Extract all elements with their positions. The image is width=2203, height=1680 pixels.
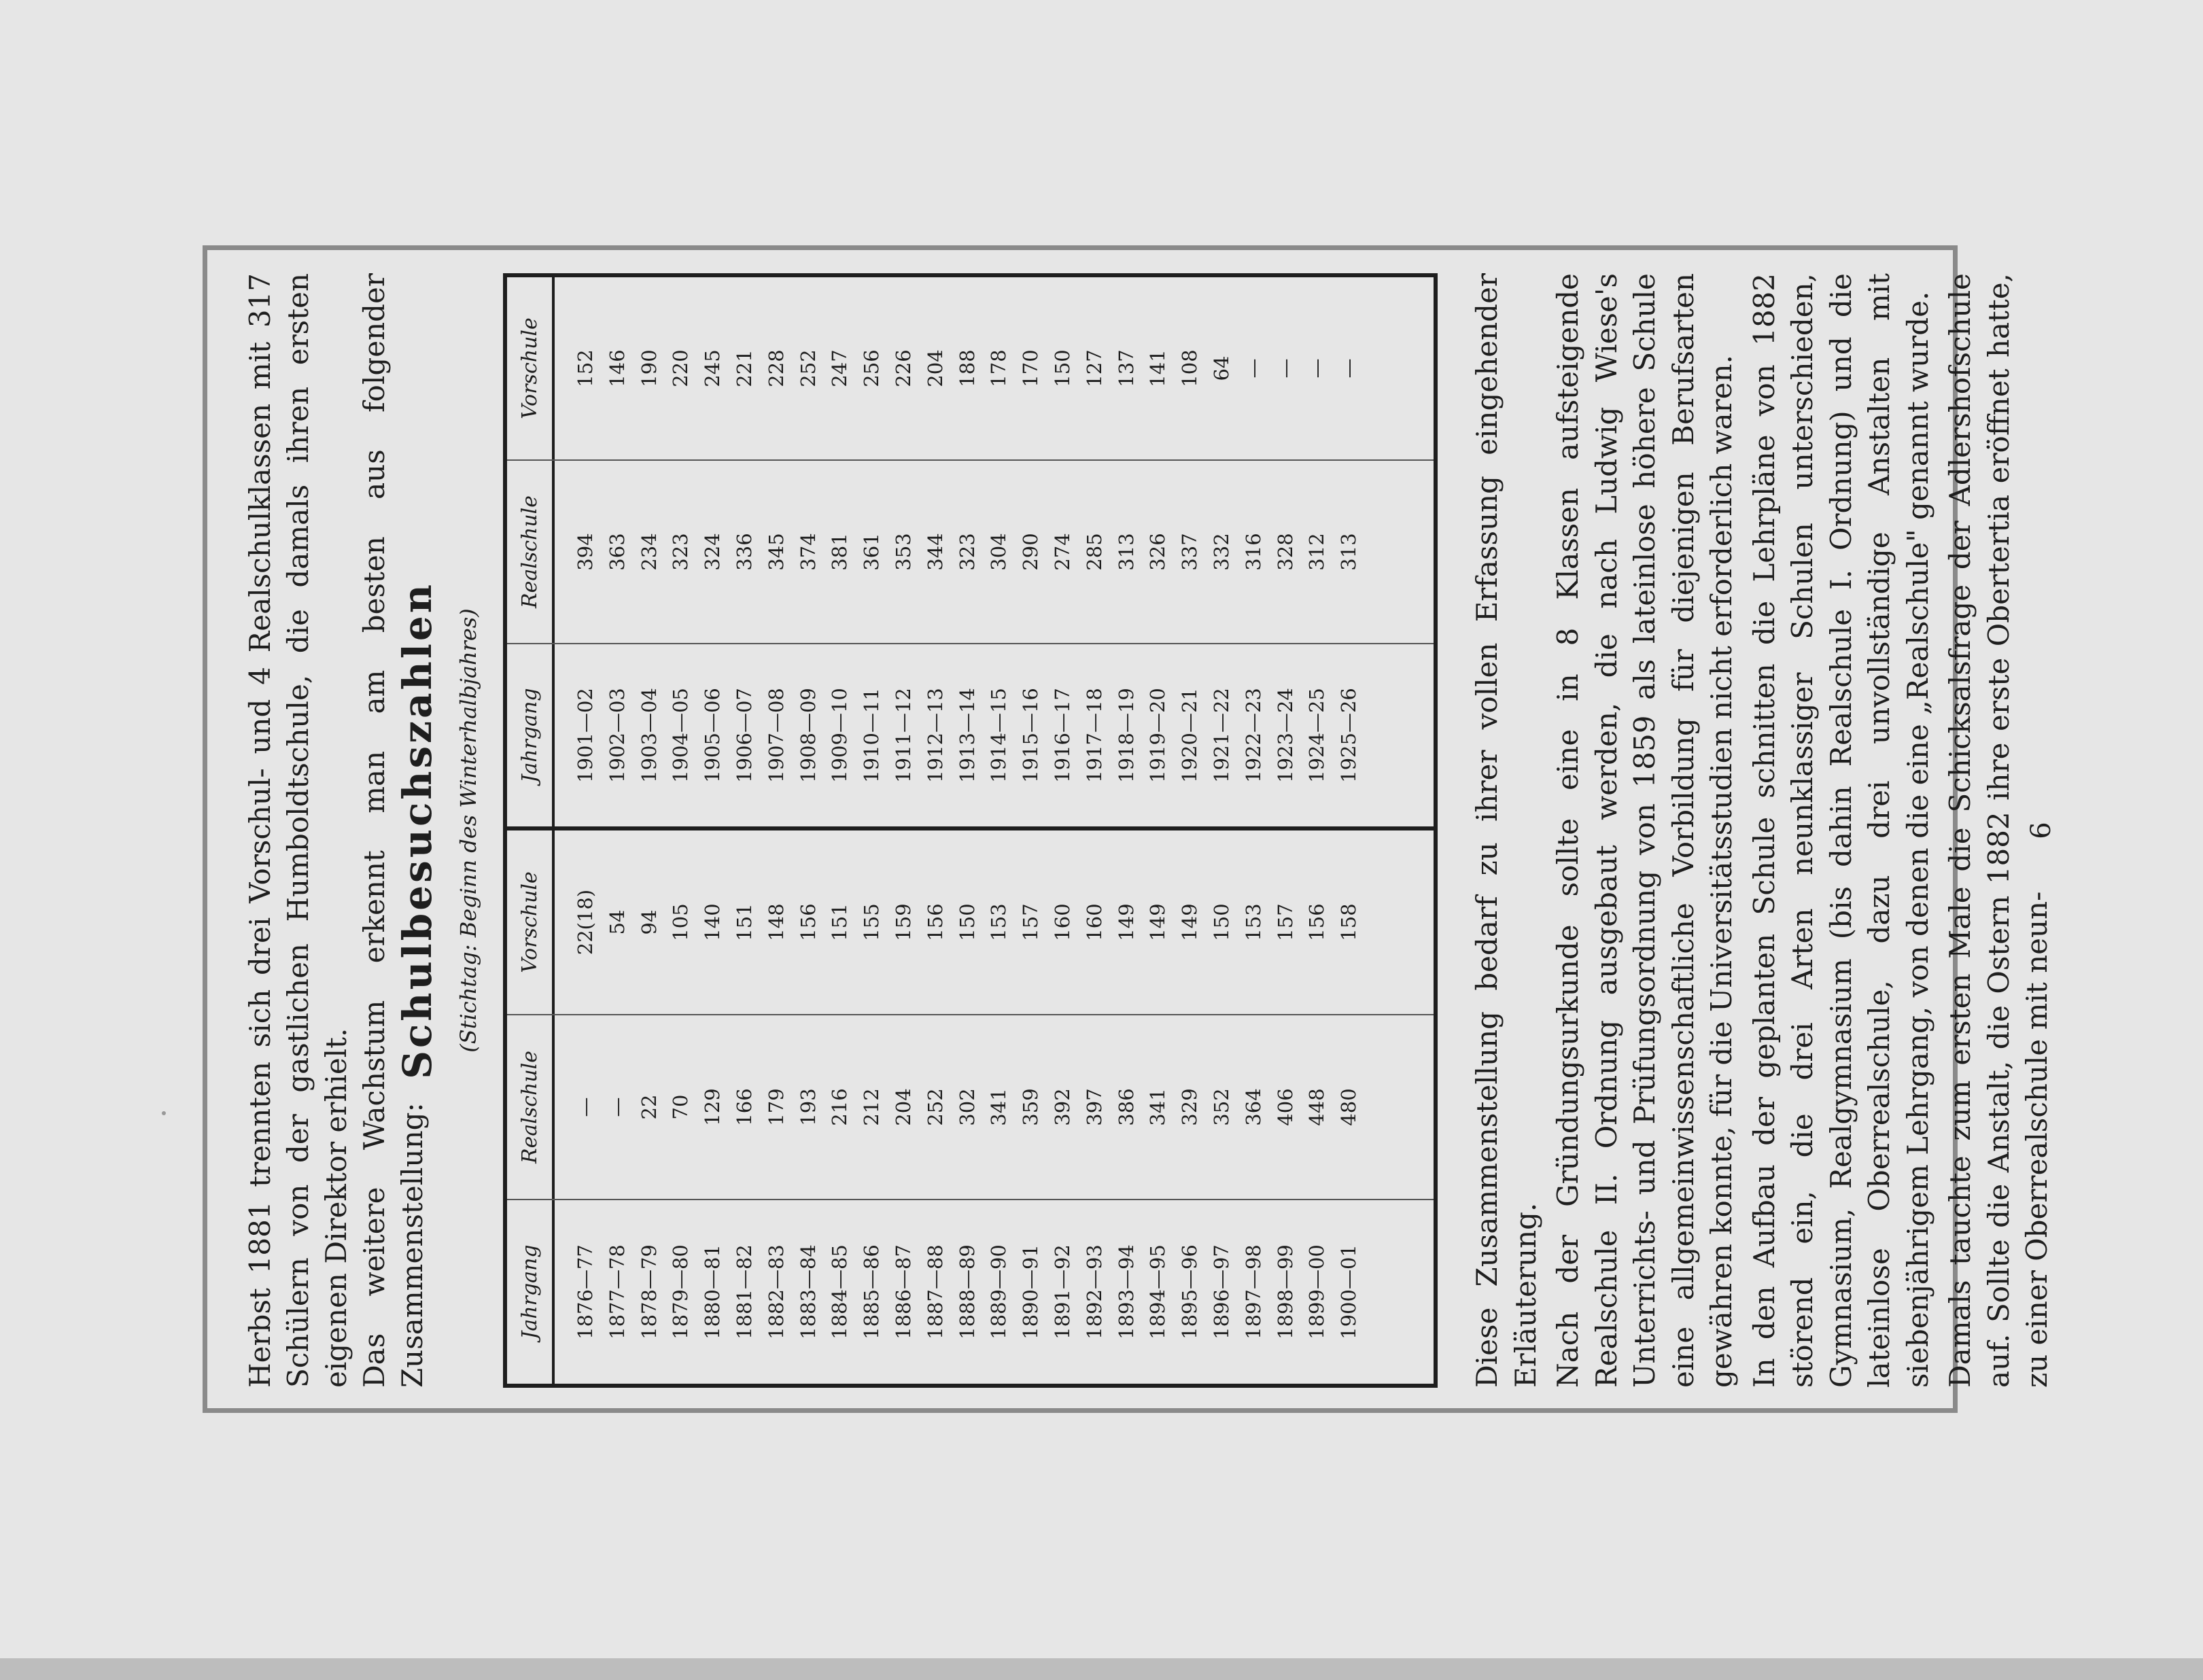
cell-jahrgang: 1911—12 xyxy=(891,688,915,783)
cell-realschule: 323 xyxy=(955,533,979,571)
cell-vorschule: 108 xyxy=(1178,349,1202,387)
cell-vorschule: 228 xyxy=(764,349,788,387)
enrollment-table xyxy=(503,273,1438,1388)
cell-realschule: 316 xyxy=(1241,533,1265,571)
cell-vorschule: 94 xyxy=(637,909,661,935)
cell-realschule: 361 xyxy=(860,533,884,571)
cell-jahrgang: 1897—98 xyxy=(1241,1244,1265,1340)
cell-vorschule: — xyxy=(1337,358,1361,379)
col-vorschule-left xyxy=(507,830,1434,1015)
cell-jahrgang: 1901—02 xyxy=(574,688,597,783)
table-subtitle: (Stichtag: Beginn des Winterhalbjahres) xyxy=(455,608,481,1053)
cell-jahrgang: 1909—10 xyxy=(828,688,852,783)
cell-vorschule: 155 xyxy=(860,903,884,941)
cell-vorschule: 151 xyxy=(732,903,756,941)
cell-jahrgang: 1886—87 xyxy=(891,1244,915,1340)
cell-jahrgang: 1898—99 xyxy=(1273,1244,1297,1340)
cell-realschule: 212 xyxy=(860,1088,884,1126)
cell-jahrgang: 1884—85 xyxy=(828,1244,852,1340)
cell-realschule: 329 xyxy=(1178,1088,1202,1126)
cell-vorschule: 247 xyxy=(828,349,852,387)
cell-jahrgang: 1906—07 xyxy=(732,688,756,783)
cell-jahrgang: 1892—93 xyxy=(1082,1244,1106,1340)
cell-vorschule: 156 xyxy=(923,903,947,941)
cell-jahrgang: 1917—18 xyxy=(1082,688,1106,783)
cell-realschule: 313 xyxy=(1337,533,1361,571)
cell-vorschule: 140 xyxy=(701,903,725,941)
cell-realschule: 328 xyxy=(1273,533,1297,571)
cell-vorschule: 151 xyxy=(828,903,852,941)
cell-vorschule: 150 xyxy=(1209,903,1233,941)
cell-jahrgang: 1891—92 xyxy=(1050,1244,1074,1340)
cell-vorschule: 188 xyxy=(955,349,979,387)
cell-jahrgang: 1920—21 xyxy=(1178,688,1202,783)
cell-realschule: 70 xyxy=(669,1094,693,1120)
cell-jahrgang: 1903—04 xyxy=(637,688,661,783)
cell-realschule: 193 xyxy=(796,1088,820,1126)
body-paragraph: In den Aufbau der geplanten Schule schnitten die Lehrpläne von 1882 störend ein, die drei Arten neunklassiger Schulen unterschieden, Gymnasium, Realgymnasium (bis dahin Realschule I. Ordnung) und die lateinlose Oberrealschule, dazu drei unvollständige Anstalten mit siebenjährigem Lehrgang, von denen die eine „Realschule" genannt wurde. xyxy=(1747,273,1935,1388)
cell-jahrgang: 1878—79 xyxy=(637,1244,661,1340)
cell-jahrgang: 1880—81 xyxy=(701,1244,725,1340)
cell-realschule: 359 xyxy=(1019,1088,1043,1126)
cell-realschule: 397 xyxy=(1082,1088,1106,1126)
cell-jahrgang: 1921—22 xyxy=(1209,688,1233,783)
body-paragraph: Diese Zusammenstellung bedarf zu ihrer vollen Erfassung eingehender Erläuterung. xyxy=(1470,273,1542,1388)
cell-realschule: 332 xyxy=(1209,533,1233,571)
cell-jahrgang: 1887—88 xyxy=(923,1244,947,1340)
cell-jahrgang: 1925—26 xyxy=(1337,688,1361,783)
cell-jahrgang: 1890—91 xyxy=(1019,1244,1043,1340)
cell-vorschule: 22(18) xyxy=(574,889,597,956)
cell-jahrgang: 1904—05 xyxy=(669,688,693,783)
cell-vorschule: 256 xyxy=(860,349,884,387)
header-jahrgang: Jahrgang xyxy=(507,644,555,826)
cell-realschule: 252 xyxy=(923,1088,947,1126)
cell-realschule: 313 xyxy=(1114,533,1138,571)
cell-vorschule: 54 xyxy=(605,909,629,935)
cell-realschule: 324 xyxy=(701,533,725,571)
cell-vorschule: 149 xyxy=(1146,903,1170,941)
cell-realschule: 304 xyxy=(987,533,1011,571)
cell-vorschule: 204 xyxy=(923,349,947,387)
cell-jahrgang: 1916—17 xyxy=(1050,688,1074,783)
col-realschule-left xyxy=(507,1015,1434,1200)
col-jahrgang-left xyxy=(507,1200,1434,1384)
cell-jahrgang: 1885—86 xyxy=(860,1244,884,1340)
cell-vorschule: 226 xyxy=(891,349,915,387)
cell-jahrgang: 1893—94 xyxy=(1114,1244,1138,1340)
cell-vorschule: 158 xyxy=(1337,903,1361,941)
cell-jahrgang: 1914—15 xyxy=(987,688,1011,783)
cell-jahrgang: 1883—84 xyxy=(796,1244,820,1340)
header-vorschule: Vorschule xyxy=(507,830,555,1014)
cell-jahrgang: 1924—25 xyxy=(1305,688,1329,783)
header-vorschule: Vorschule xyxy=(507,277,555,459)
cell-vorschule: 64 xyxy=(1209,355,1233,381)
cell-jahrgang: 1907—08 xyxy=(764,688,788,783)
cell-realschule: 285 xyxy=(1082,533,1106,571)
cell-jahrgang: 1899—00 xyxy=(1305,1244,1329,1340)
col-realschule-right xyxy=(507,461,1434,644)
page-number: 6 xyxy=(2026,822,2057,839)
cell-realschule: 381 xyxy=(828,533,852,571)
cell-vorschule: 156 xyxy=(1305,903,1329,941)
cell-realschule: 204 xyxy=(891,1088,915,1126)
cell-realschule: — xyxy=(574,1097,597,1117)
cell-realschule: 341 xyxy=(1146,1088,1170,1126)
header-realschule: Realschule xyxy=(507,461,555,643)
body-text xyxy=(1468,273,2061,1388)
body-paragraph: Damals tauchte zum ersten Male die Schicksalsfrage der Adlershofschule auf. Sollte die Anstalt, die Ostern 1882 ihre erste Obertertia eröffnet hatte, zu einer Oberrealschule mit neun- xyxy=(1943,273,2053,1388)
cell-jahrgang: 1919—20 xyxy=(1146,688,1170,783)
cell-vorschule: 150 xyxy=(955,903,979,941)
cell-jahrgang: 1918—19 xyxy=(1114,688,1138,783)
cell-jahrgang: 1922—23 xyxy=(1241,688,1265,783)
cell-jahrgang: 1894—95 xyxy=(1146,1244,1170,1340)
table-right-half xyxy=(507,277,1434,830)
cell-vorschule: — xyxy=(1241,358,1265,379)
cell-vorschule: 153 xyxy=(987,903,1011,941)
cell-realschule: 394 xyxy=(574,533,597,571)
cell-vorschule: 160 xyxy=(1082,903,1106,941)
table-left-half xyxy=(507,830,1434,1384)
cell-realschule: 374 xyxy=(796,533,820,571)
cell-jahrgang: 1913—14 xyxy=(955,688,979,783)
cell-realschule: 480 xyxy=(1337,1088,1361,1126)
cell-vorschule: 149 xyxy=(1178,903,1202,941)
cell-realschule: 234 xyxy=(637,533,661,571)
cell-jahrgang: 1888—89 xyxy=(955,1244,979,1340)
cell-realschule: 352 xyxy=(1209,1088,1233,1126)
cell-realschule: 129 xyxy=(701,1088,725,1126)
cell-realschule: 216 xyxy=(828,1088,852,1126)
cell-realschule: 353 xyxy=(891,533,915,571)
cell-vorschule: 148 xyxy=(764,903,788,941)
cell-vorschule: 149 xyxy=(1114,903,1138,941)
cell-vorschule: — xyxy=(1273,358,1297,379)
cell-vorschule: 105 xyxy=(669,903,693,941)
table-title: Schulbesuchszahlen xyxy=(394,582,440,1079)
cell-vorschule: 252 xyxy=(796,349,820,387)
cell-realschule: 344 xyxy=(923,533,947,571)
cell-realschule: 326 xyxy=(1146,533,1170,571)
cell-vorschule: 159 xyxy=(891,903,915,941)
cell-vorschule: 141 xyxy=(1146,349,1170,387)
cell-vorschule: 153 xyxy=(1241,903,1265,941)
cell-realschule: 363 xyxy=(605,533,629,571)
cell-vorschule: 170 xyxy=(1019,349,1043,387)
cell-jahrgang: 1896—97 xyxy=(1209,1244,1233,1340)
intro-line-1: Herbst 1881 trennten sich drei Vorschul- und 4 Realschulklassen mit 317 Schülern von der gastlichen Humboldtschule, die damals ihren ersten eigenen Direktor erhielt. xyxy=(243,273,353,1388)
cell-vorschule: 160 xyxy=(1050,903,1074,941)
cell-realschule: 406 xyxy=(1273,1088,1297,1126)
cell-realschule: 323 xyxy=(669,533,693,571)
cell-realschule: 290 xyxy=(1019,533,1043,571)
cell-vorschule: 178 xyxy=(987,349,1011,387)
cell-realschule: 341 xyxy=(987,1088,1011,1126)
cell-jahrgang: 1895—96 xyxy=(1178,1244,1202,1340)
cell-realschule: 302 xyxy=(955,1088,979,1126)
cell-vorschule: 156 xyxy=(796,903,820,941)
cell-vorschule: 152 xyxy=(574,349,597,387)
body-paragraph: Nach der Gründungsurkunde sollte eine in 8 Klassen aufsteigende Realschule II. Ordnung ausgebaut werden, die nach Ludwig Wiese's Unterrichts- und Prüfungsordnung von 1859 als lateinlose höhere Schule eine allgemeinwissenschaftliche Vorbildung für diejenigen Berufsarten gewähren konnte, für die Universitätsstudien nicht erforderlich waren. xyxy=(1551,273,1738,1388)
cell-realschule: 274 xyxy=(1050,533,1074,571)
cell-realschule: 337 xyxy=(1178,533,1202,571)
cell-vorschule: 137 xyxy=(1114,349,1138,387)
col-vorschule-right xyxy=(507,277,1434,461)
cell-jahrgang: 1923—24 xyxy=(1273,688,1297,783)
cell-jahrgang: 1889—90 xyxy=(987,1244,1011,1340)
cell-jahrgang: 1908—09 xyxy=(796,688,820,783)
cell-realschule: 448 xyxy=(1305,1088,1329,1126)
cell-realschule: 386 xyxy=(1114,1088,1138,1126)
cell-realschule: — xyxy=(605,1097,629,1117)
cell-realschule: 392 xyxy=(1050,1088,1074,1126)
cell-jahrgang: 1879—80 xyxy=(669,1244,693,1340)
cell-vorschule: 157 xyxy=(1273,903,1297,941)
cell-jahrgang: 1905—06 xyxy=(701,688,725,783)
cell-realschule: 179 xyxy=(764,1088,788,1126)
cell-jahrgang: 1881—82 xyxy=(732,1244,756,1340)
cell-jahrgang: 1882—83 xyxy=(764,1244,788,1340)
cell-vorschule: 221 xyxy=(732,349,756,387)
cell-jahrgang: 1902—03 xyxy=(605,688,629,783)
cell-vorschule: 190 xyxy=(637,349,661,387)
cell-vorschule: 146 xyxy=(605,349,629,387)
cell-realschule: 312 xyxy=(1305,533,1329,571)
cell-jahrgang: 1912—13 xyxy=(923,688,947,783)
cell-vorschule: 150 xyxy=(1050,349,1074,387)
cell-jahrgang: 1877—78 xyxy=(605,1244,629,1340)
cell-realschule: 364 xyxy=(1241,1088,1265,1126)
header-realschule: Realschule xyxy=(507,1015,555,1199)
col-jahrgang-right xyxy=(507,644,1434,826)
intro-line-2: Das weitere Wachstum erkennt man am besten aus folgender Zusammenstellung: xyxy=(358,273,429,1388)
cell-vorschule: 220 xyxy=(669,349,693,387)
cell-vorschule: 157 xyxy=(1019,903,1043,941)
cell-jahrgang: 1910—11 xyxy=(860,688,884,783)
header-jahrgang: Jahrgang xyxy=(507,1200,555,1384)
cell-realschule: 336 xyxy=(732,533,756,571)
cell-jahrgang: 1900—01 xyxy=(1337,1244,1361,1340)
cell-vorschule: 245 xyxy=(701,349,725,387)
cell-vorschule: — xyxy=(1305,358,1329,379)
cell-realschule: 22 xyxy=(637,1094,661,1120)
cell-vorschule: 127 xyxy=(1082,349,1106,387)
cell-jahrgang: 1915—16 xyxy=(1019,688,1043,783)
cell-realschule: 166 xyxy=(732,1088,756,1126)
cell-realschule: 345 xyxy=(764,533,788,571)
cell-jahrgang: 1876—77 xyxy=(574,1244,597,1340)
